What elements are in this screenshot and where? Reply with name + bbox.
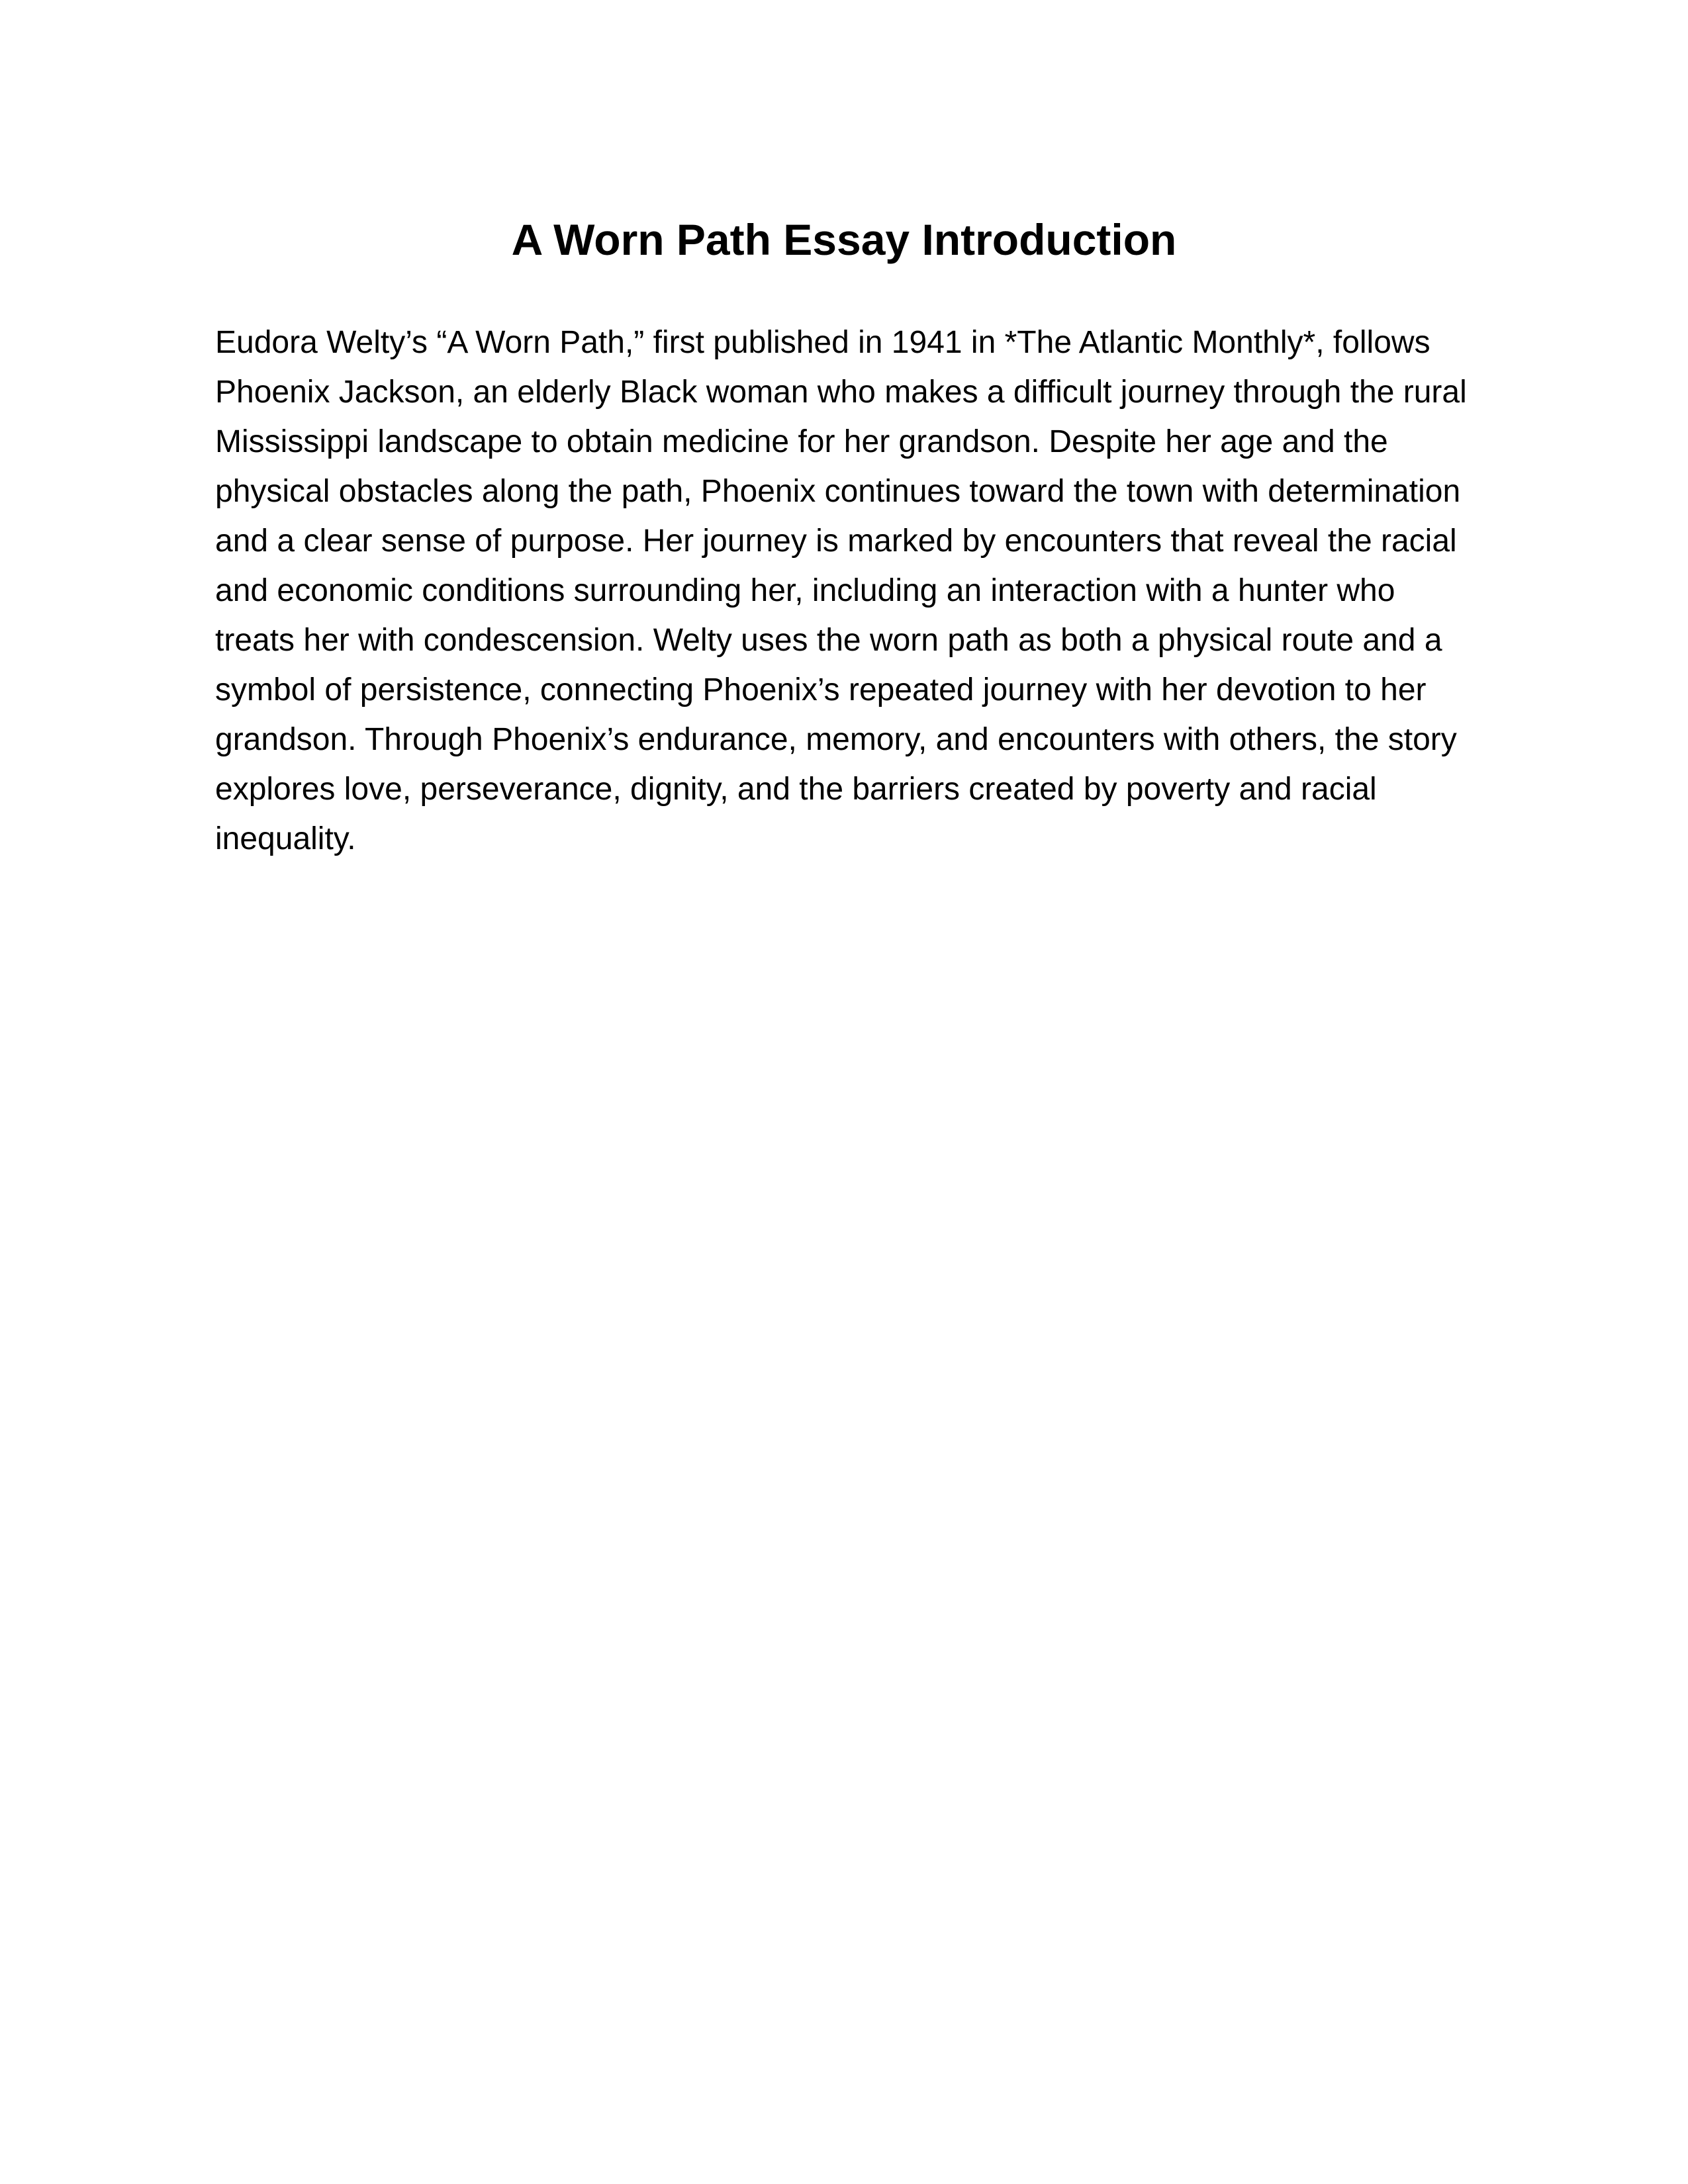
paragraph-line: Phoenix Jackson, an elderly Black woman who makes a difficult journey through the rural — [215, 375, 1467, 410]
intro-paragraph — [215, 318, 1476, 864]
paragraph-line: treats her with condescension. Welty uses the worn path as both a physical route and a — [215, 623, 1442, 658]
page-title: A Worn Path Essay Introduction — [511, 215, 1177, 264]
paragraph-line: and a clear sense of purpose. Her journey is marked by encounters that reveal the racial — [215, 523, 1457, 559]
paragraph-line: inequality. — [215, 821, 356, 856]
paragraph-line: Eudora Welty’s “A Worn Path,” first published in 1941 in *The Atlantic Monthly*, follows — [215, 325, 1430, 360]
paragraph-line: and economic conditions surrounding her, including an interaction with a hunter who — [215, 573, 1395, 608]
paragraph-line: explores love, perseverance, dignity, and the barriers created by poverty and racial — [215, 772, 1377, 807]
paragraph-line: physical obstacles along the path, Phoenix continues toward the town with determination — [215, 474, 1461, 509]
paragraph-line: Mississippi landscape to obtain medicine for her grandson. Despite her age and the — [215, 424, 1388, 459]
paragraph-line: grandson. Through Phoenix’s endurance, memory, and encounters with others, the story — [215, 722, 1457, 757]
paragraph-line: symbol of persistence, connecting Phoenix’s repeated journey with her devotion to her — [215, 672, 1427, 707]
